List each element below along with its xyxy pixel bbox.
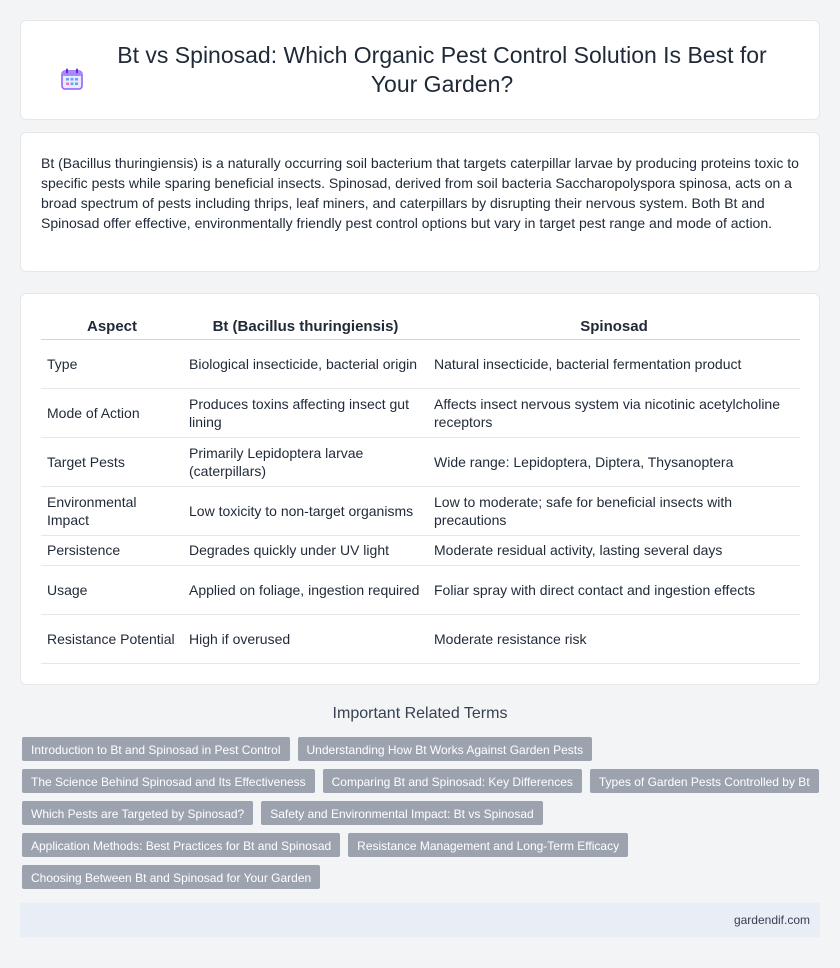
table-cell: Produces toxins affecting insect gut lining <box>183 388 428 437</box>
table-cell: Foliar spray with direct contact and ingestion effects <box>428 565 800 614</box>
table-cell: Moderate residual activity, lasting several days <box>428 535 800 565</box>
table-row <box>41 388 800 437</box>
table-cell: Resistance Potential <box>41 614 183 663</box>
table-cell: Applied on foliage, ingestion required <box>183 565 428 614</box>
header-card <box>20 20 820 120</box>
column-header-spinosad: Spinosad <box>428 314 800 339</box>
related-term-tag[interactable]: Safety and Environmental Impact: Bt vs Spinosad <box>261 801 542 825</box>
table-cell: Usage <box>41 565 183 614</box>
table-cell: Target Pests <box>41 437 183 486</box>
table-cell: Natural insecticide, bacterial fermentation product <box>428 339 800 388</box>
related-term-tag[interactable]: Which Pests are Targeted by Spinosad? <box>22 801 253 825</box>
table-cell: Persistence <box>41 535 183 565</box>
table-row <box>41 565 800 614</box>
intro-paragraph: Bt (Bacillus thuringiensis) is a naturally occurring soil bacterium that targets caterpillar larvae by producing proteins toxic to specific pests while sparing beneficial insects. Spinosad, derived from soil bacteria Saccharopolyspora spinosa, acts on a broad spectrum of pests including thrips, leaf miners, and caterpillars by disrupting their nervous system. Both Bt and Spinosad offer effective, environmentally friendly pest control options but vary in target pest range and mode of action. <box>41 155 799 231</box>
intro-card <box>20 132 820 272</box>
table-row <box>41 486 800 535</box>
footer <box>20 903 820 937</box>
table-row <box>41 437 800 486</box>
related-term-tag[interactable]: Comparing Bt and Spinosad: Key Differences <box>323 769 582 793</box>
comparison-table <box>41 314 800 664</box>
related-term-tag[interactable]: The Science Behind Spinosad and Its Effectiveness <box>22 769 315 793</box>
table-header-row <box>41 314 800 339</box>
related-term-tag[interactable]: Introduction to Bt and Spinosad in Pest Control <box>22 737 290 761</box>
table-row <box>41 614 800 663</box>
column-header-bt: Bt (Bacillus thuringiensis) <box>183 314 428 339</box>
related-term-tag[interactable]: Types of Garden Pests Controlled by Bt <box>590 769 819 793</box>
table-cell: Type <box>41 339 183 388</box>
site-name[interactable]: gardendif.com <box>733 913 810 927</box>
comparison-table-card <box>20 293 820 685</box>
table-row <box>41 535 800 565</box>
related-terms-list <box>22 737 822 897</box>
related-term-tag[interactable]: Resistance Management and Long-Term Efficacy <box>348 833 628 857</box>
calendar-icon <box>60 67 84 91</box>
table-cell: Affects insect nervous system via nicotinic acetylcholine receptors <box>428 388 800 437</box>
table-cell: High if overused <box>183 614 428 663</box>
table-cell: Low to moderate; safe for beneficial insects with precautions <box>428 486 800 535</box>
table-cell: Low toxicity to non-target organisms <box>183 486 428 535</box>
table-cell: Wide range: Lepidoptera, Diptera, Thysanoptera <box>428 437 800 486</box>
table-cell: Biological insecticide, bacterial origin <box>183 339 428 388</box>
related-term-tag[interactable]: Application Methods: Best Practices for Bt and Spinosad <box>22 833 340 857</box>
table-cell: Mode of Action <box>41 388 183 437</box>
table-cell: Moderate resistance risk <box>428 614 800 663</box>
related-term-tag[interactable]: Understanding How Bt Works Against Garden Pests <box>298 737 593 761</box>
related-term-tag[interactable]: Choosing Between Bt and Spinosad for Your Garden <box>22 865 320 889</box>
related-terms-heading: Important Related Terms <box>332 705 508 722</box>
table-cell: Primarily Lepidoptera larvae (caterpillars) <box>183 437 428 486</box>
page-title: Bt vs Spinosad: Which Organic Pest Control Solution Is Best for Your Garden? <box>117 42 767 97</box>
table-cell: Environmental Impact <box>41 486 183 535</box>
column-header-aspect: Aspect <box>41 314 183 339</box>
table-cell: Degrades quickly under UV light <box>183 535 428 565</box>
table-row <box>41 339 800 388</box>
